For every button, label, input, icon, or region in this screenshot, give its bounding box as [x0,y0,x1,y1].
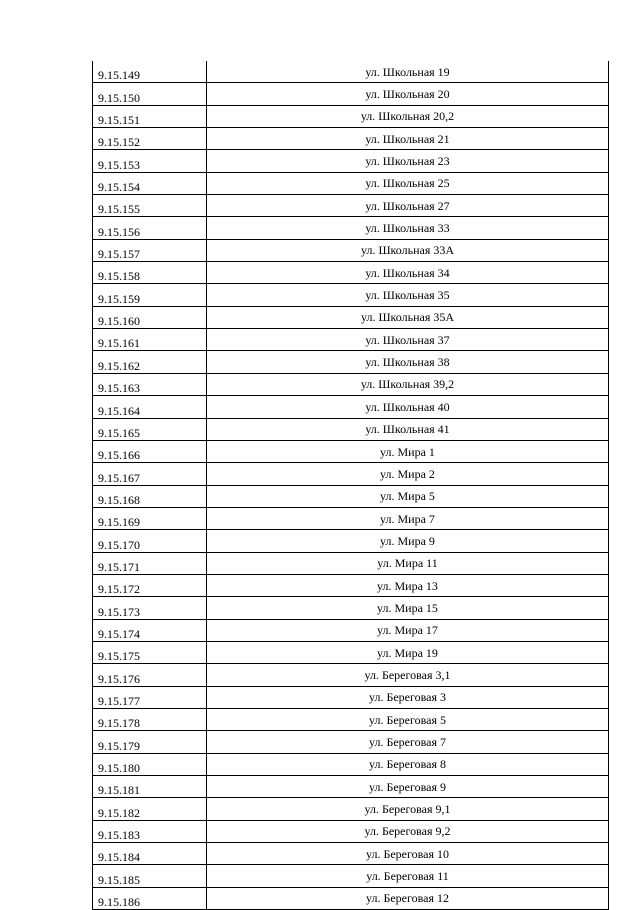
table-row [93,105,609,127]
row-code-cell: 9.15.149 [93,61,207,83]
row-address-cell: ул. Береговая 3 [207,686,609,708]
table-row [93,552,609,574]
table-row [93,865,609,887]
row-address-cell: ул. Школьная 39,2 [207,373,609,395]
table-row [93,597,609,619]
row-code-cell: 9.15.153 [93,150,207,172]
row-code-cell: 9.15.186 [93,887,207,909]
table-row [93,641,609,663]
row-code-cell: 9.15.173 [93,597,207,619]
address-table [92,61,609,910]
table-row [93,306,609,328]
row-code-cell: 9.15.176 [93,664,207,686]
row-code-cell: 9.15.161 [93,329,207,351]
table-row [93,329,609,351]
row-address-cell: ул. Береговая 8 [207,753,609,775]
row-address-cell: ул. Береговая 9,2 [207,820,609,842]
table-row [93,172,609,194]
row-address-cell: ул. Школьная 35А [207,306,609,328]
row-code-cell: 9.15.150 [93,83,207,105]
row-code-cell: 9.15.185 [93,865,207,887]
row-address-cell: ул. Школьная 37 [207,329,609,351]
table-row [93,686,609,708]
table-row [93,798,609,820]
row-address-cell: ул. Береговая 5 [207,708,609,730]
table-row [93,485,609,507]
row-code-cell: 9.15.157 [93,239,207,261]
table-row [93,239,609,261]
table-row [93,83,609,105]
table-row [93,530,609,552]
row-code-cell: 9.15.162 [93,351,207,373]
table-row [93,351,609,373]
row-code-cell: 9.15.180 [93,753,207,775]
row-address-cell: ул. Береговая 11 [207,865,609,887]
row-address-cell: ул. Школьная 20 [207,83,609,105]
row-address-cell: ул. Береговая 12 [207,887,609,909]
row-code-cell: 9.15.170 [93,530,207,552]
row-address-cell: ул. Мира 15 [207,597,609,619]
row-address-cell: ул. Береговая 3,1 [207,664,609,686]
table-row [93,820,609,842]
row-code-cell: 9.15.167 [93,463,207,485]
row-address-cell: ул. Береговая 10 [207,843,609,865]
row-address-cell: ул. Мира 2 [207,463,609,485]
row-code-cell: 9.15.171 [93,552,207,574]
row-code-cell: 9.15.177 [93,686,207,708]
row-address-cell: ул. Школьная 25 [207,172,609,194]
table-row [93,619,609,641]
row-code-cell: 9.15.172 [93,574,207,596]
row-address-cell: ул. Береговая 9,1 [207,798,609,820]
row-code-cell: 9.15.178 [93,708,207,730]
table-row [93,195,609,217]
table-row [93,463,609,485]
row-code-cell: 9.15.156 [93,217,207,239]
row-address-cell: ул. Мира 13 [207,574,609,596]
row-code-cell: 9.15.160 [93,306,207,328]
row-address-cell: ул. Школьная 19 [207,61,609,83]
row-code-cell: 9.15.154 [93,172,207,194]
table-row [93,708,609,730]
address-table-body [93,61,609,910]
row-code-cell: 9.15.179 [93,731,207,753]
row-address-cell: ул. Школьная 38 [207,351,609,373]
row-address-cell: ул. Мира 17 [207,619,609,641]
row-code-cell: 9.15.164 [93,396,207,418]
table-row [93,507,609,529]
row-address-cell: ул. Школьная 23 [207,150,609,172]
row-address-cell: ул. Береговая 7 [207,731,609,753]
row-address-cell: ул. Школьная 21 [207,128,609,150]
table-row [93,574,609,596]
table-row [93,776,609,798]
row-address-cell: ул. Мира 5 [207,485,609,507]
table-row [93,731,609,753]
table-row [93,440,609,462]
row-address-cell: ул. Школьная 41 [207,418,609,440]
table-row [93,887,609,909]
row-address-cell: ул. Школьная 35 [207,284,609,306]
row-code-cell: 9.15.184 [93,843,207,865]
row-code-cell: 9.15.175 [93,641,207,663]
row-address-cell: ул. Мира 1 [207,440,609,462]
table-row [93,843,609,865]
row-address-cell: ул. Мира 11 [207,552,609,574]
row-address-cell: ул. Мира 7 [207,507,609,529]
table-row [93,396,609,418]
table-row [93,61,609,83]
row-code-cell: 9.15.166 [93,440,207,462]
table-row [93,284,609,306]
table-row [93,753,609,775]
row-code-cell: 9.15.158 [93,262,207,284]
table-row [93,128,609,150]
row-code-cell: 9.15.168 [93,485,207,507]
row-code-cell: 9.15.155 [93,195,207,217]
row-code-cell: 9.15.152 [93,128,207,150]
row-code-cell: 9.15.151 [93,105,207,127]
table-row [93,150,609,172]
row-address-cell: ул. Мира 19 [207,641,609,663]
row-address-cell: ул. Школьная 33А [207,239,609,261]
table-row [93,664,609,686]
row-address-cell: ул. Школьная 20,2 [207,105,609,127]
row-address-cell: ул. Мира 9 [207,530,609,552]
row-address-cell: ул. Школьная 34 [207,262,609,284]
row-address-cell: ул. Береговая 9 [207,776,609,798]
row-address-cell: ул. Школьная 40 [207,396,609,418]
row-code-cell: 9.15.181 [93,776,207,798]
row-address-cell: ул. Школьная 33 [207,217,609,239]
row-code-cell: 9.15.165 [93,418,207,440]
table-row [93,373,609,395]
row-code-cell: 9.15.174 [93,619,207,641]
table-row [93,262,609,284]
table-row [93,217,609,239]
row-code-cell: 9.15.169 [93,507,207,529]
row-code-cell: 9.15.163 [93,373,207,395]
row-address-cell: ул. Школьная 27 [207,195,609,217]
table-row [93,418,609,440]
row-code-cell: 9.15.183 [93,820,207,842]
row-code-cell: 9.15.159 [93,284,207,306]
row-code-cell: 9.15.182 [93,798,207,820]
